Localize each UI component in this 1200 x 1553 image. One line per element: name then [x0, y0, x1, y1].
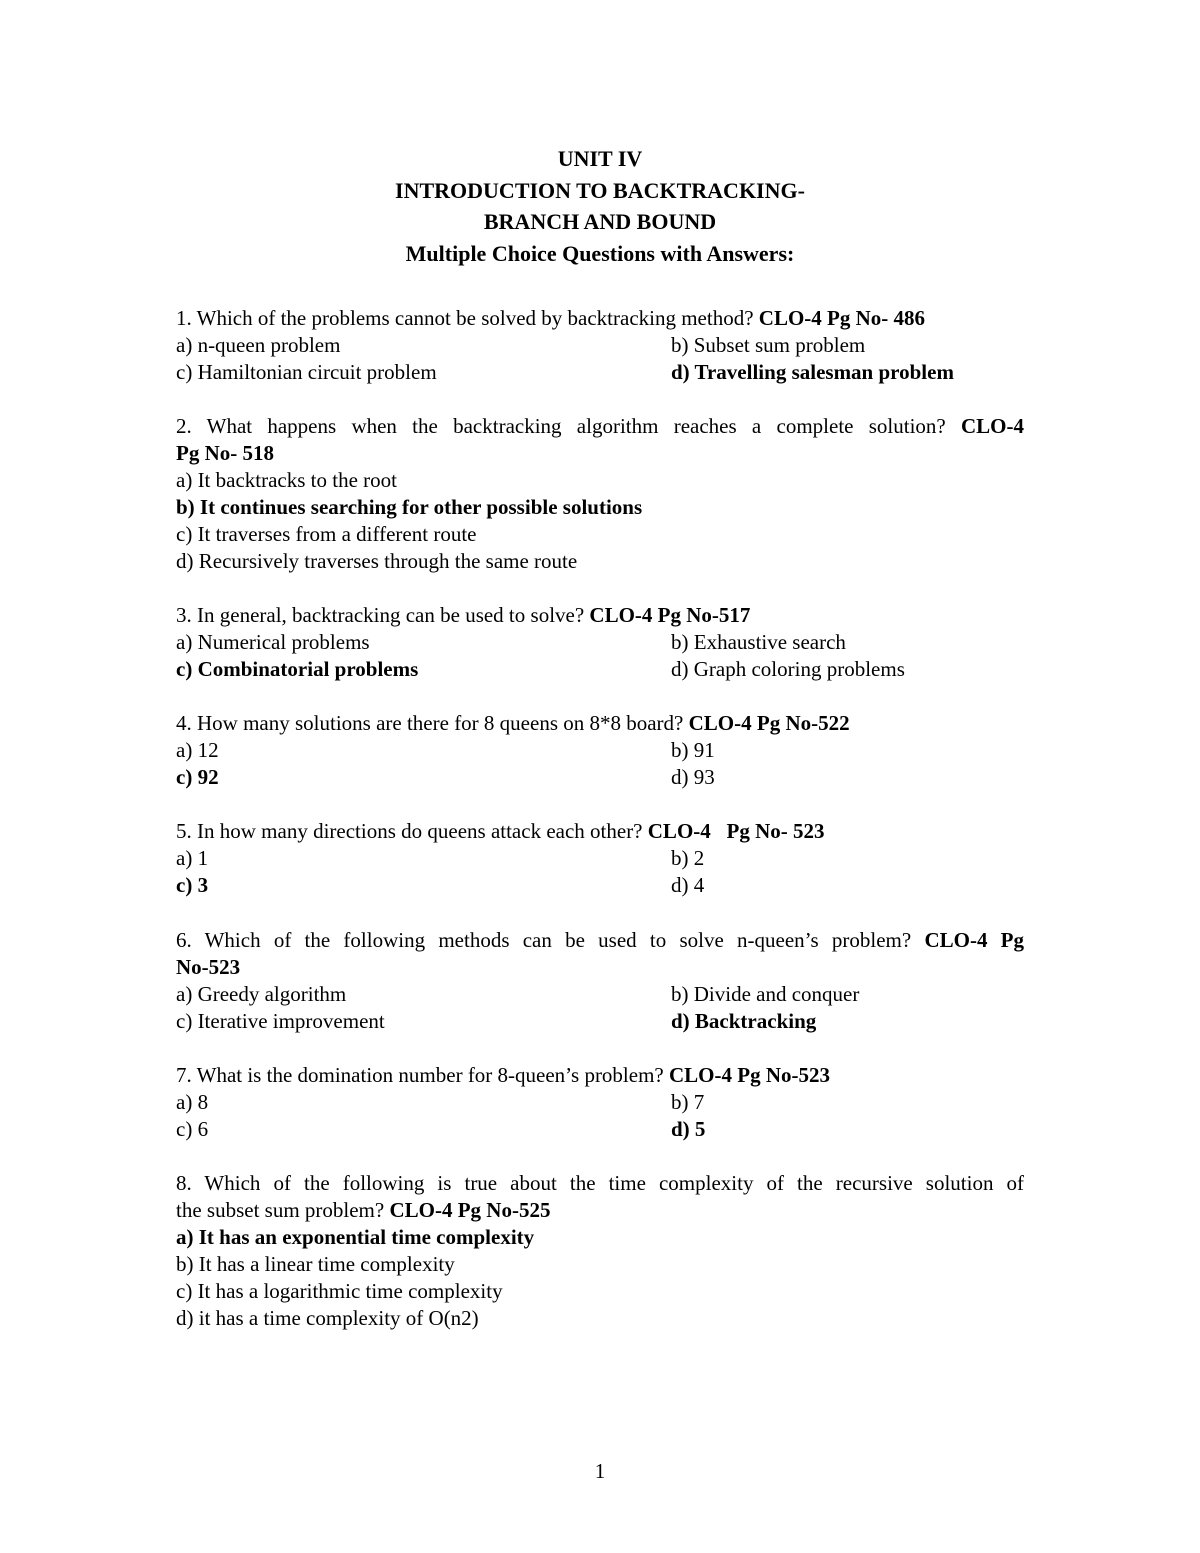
question-2-option-d: d) Recursively traverses through the same route [176, 549, 578, 573]
question-6-ref-cont: No-523 [176, 955, 241, 979]
question-8-text: the subset sum problem? [176, 1198, 390, 1222]
question-6-option-a: a) Greedy algorithm [176, 982, 347, 1006]
question-8-option-b: b) It has a linear time complexity [176, 1252, 455, 1276]
question-2-ref: CLO-4 [961, 414, 1024, 438]
question-1-option-b: b) Subset sum problem [671, 333, 866, 357]
question-1-option-d-answer: d) Travelling salesman problem [671, 360, 954, 384]
question-3-option-c-answer: c) Combinatorial problems [176, 657, 419, 681]
question-1-option-c: c) Hamiltonian circuit problem [176, 360, 437, 384]
question-8-option-a-answer: a) It has an exponential time complexity [176, 1225, 535, 1249]
question-7-ref: CLO-4 Pg No-523 [669, 1063, 830, 1087]
question-5 [176, 818, 825, 845]
question-2-option-c: c) It traverses from a different route [176, 522, 477, 546]
question-7-text: 7. What is the domination number for 8-queen’s problem? [176, 1063, 669, 1087]
question-1-option-a: a) n-queen problem [176, 333, 341, 357]
question-1-text: 1. Which of the problems cannot be solved by backtracking method? [176, 306, 759, 330]
question-3 [176, 602, 750, 629]
question-4-option-d: d) 93 [671, 765, 715, 789]
question-4-text: 4. How many solutions are there for 8 queens on 8*8 board? [176, 711, 689, 735]
question-3-text: 3. In general, backtracking can be used to solve? [176, 603, 590, 627]
question-6-option-d-answer: d) Backtracking [671, 1009, 817, 1033]
question-7 [176, 1062, 830, 1089]
page-number: 1 [594, 1459, 606, 1483]
question-8-line2 [176, 1197, 550, 1224]
question-5-option-a: a) 1 [176, 846, 209, 870]
chapter-title-line2: BRANCH AND BOUND [483, 209, 717, 234]
question-6-option-b: b) Divide and conquer [671, 982, 860, 1006]
question-2-option-b-answer: b) It continues searching for other possible solutions [176, 495, 643, 519]
question-4-ref: CLO-4 Pg No-522 [688, 711, 850, 735]
question-5-text: 5. In how many directions do queens attack each other? [176, 819, 648, 843]
question-5-option-b: b) 2 [671, 846, 705, 870]
question-8-option-c: c) It has a logarithmic time complexity [176, 1279, 503, 1303]
question-2-option-a: a) It backtracks to the root [176, 468, 397, 492]
question-3-option-d: d) Graph coloring problems [671, 657, 905, 681]
question-4-option-c-answer: c) 92 [176, 765, 219, 789]
unit-title: UNIT IV [557, 146, 643, 171]
question-7-option-a: a) 8 [176, 1090, 209, 1114]
section-subtitle: Multiple Choice Questions with Answers: [405, 241, 795, 266]
question-8-option-d: d) it has a time complexity of O(n2) [176, 1306, 479, 1330]
question-7-option-b: b) 7 [671, 1090, 705, 1114]
question-8-line1: 8. Which of the following is true about the time complexity of the recursive solution of [176, 1171, 1024, 1195]
question-6-ref: CLO-4 Pg [924, 928, 1024, 952]
question-4 [176, 710, 850, 737]
question-3-ref: CLO-4 Pg No-517 [589, 603, 751, 627]
question-1 [176, 305, 925, 332]
question-3-option-b: b) Exhaustive search [671, 630, 846, 654]
question-2-ref-cont: Pg No- 518 [176, 441, 274, 465]
question-3-option-a: a) Numerical problems [176, 630, 370, 654]
chapter-title-line1: INTRODUCTION TO BACKTRACKING- [395, 178, 805, 203]
question-5-option-d: d) 4 [671, 873, 705, 897]
question-6 [176, 927, 1024, 954]
question-5-option-c-answer: c) 3 [176, 873, 209, 897]
question-7-option-c: c) 6 [176, 1117, 209, 1141]
question-5-ref: CLO-4 Pg No- 523 [647, 819, 825, 843]
question-4-option-b: b) 91 [671, 738, 715, 762]
question-4-option-a: a) 12 [176, 738, 219, 762]
question-2 [176, 413, 1024, 440]
question-8-ref: CLO-4 Pg No-525 [389, 1198, 551, 1222]
question-6-text: 6. Which of the following methods can be used to solve n-queen’s problem? [176, 928, 925, 952]
question-6-option-c: c) Iterative improvement [176, 1009, 385, 1033]
question-1-ref: CLO-4 Pg No- 486 [758, 306, 926, 330]
question-7-option-d-answer: d) 5 [671, 1117, 706, 1141]
question-2-text: 2. What happens when the backtracking algorithm reaches a complete solution? [176, 414, 961, 438]
